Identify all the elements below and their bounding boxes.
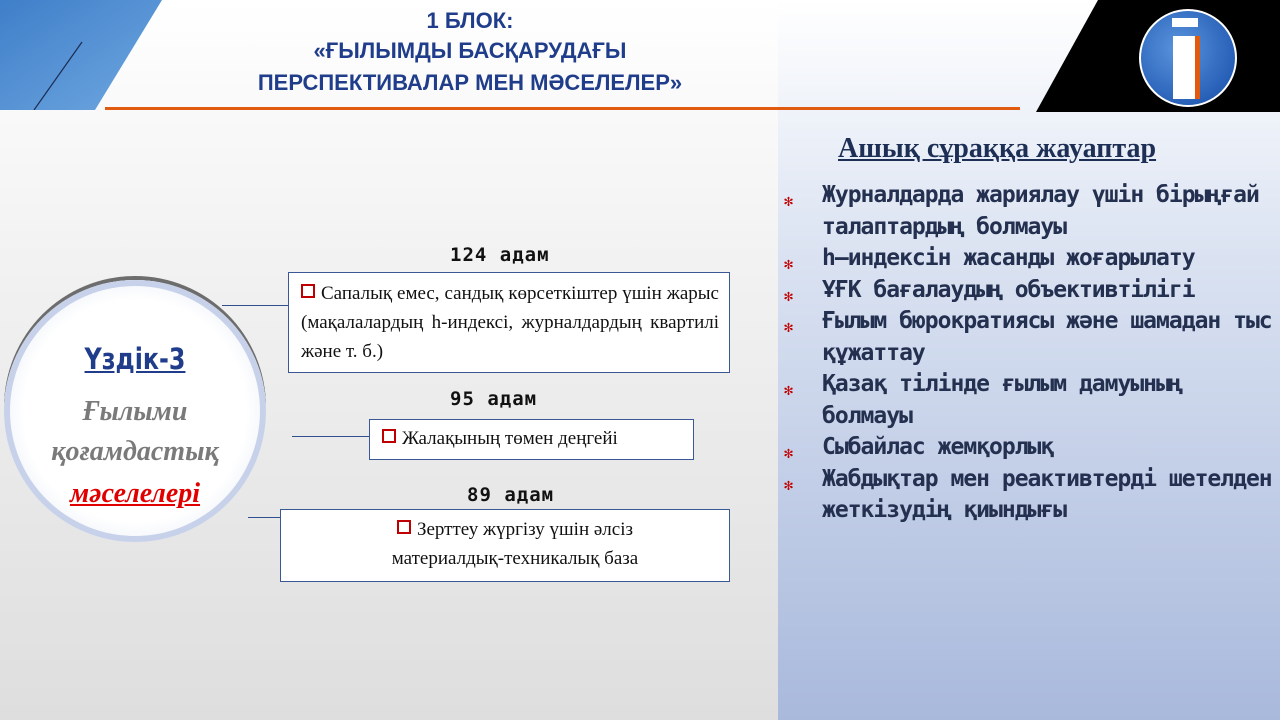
asterisk-icon: ✻ <box>784 255 793 273</box>
list-item: ✻ Ғылым бюрократиясы және шамадан тыс құжаттау <box>784 308 1272 366</box>
block-title: 1 БЛОК: <box>426 8 514 33</box>
list-item: ✻ Сыбайлас жемқорлық <box>782 432 1272 464</box>
asterisk-icon: ✻ <box>784 444 793 462</box>
answers-title: Ашық сұраққа жауаптар <box>838 133 1157 164</box>
logo-icon <box>1036 0 1280 112</box>
asterisk-icon: ✻ <box>784 381 793 399</box>
problem-count: 89 адам <box>467 484 555 506</box>
list-item: ✻ Журналдарда жариялау үшін бірыңғай талаптардың болмауы <box>784 182 1259 240</box>
list-item: ✻ h–индексін жасанды жоғарылату <box>782 243 1272 275</box>
asterisk-icon: ✻ <box>784 318 793 336</box>
circle-subtitle-line2: қоғамдастық <box>51 436 219 467</box>
connector-line <box>292 436 370 437</box>
checkbox-bullet-icon <box>397 520 411 534</box>
circle-subtitle-line1: Ғылыми <box>82 396 188 427</box>
asterisk-icon: ✻ <box>784 475 793 494</box>
asterisk-icon: ✻ <box>784 286 793 305</box>
answers-list <box>782 180 1272 527</box>
connector-line <box>222 305 288 306</box>
title-underline <box>105 107 1020 110</box>
problem-box <box>288 272 730 373</box>
problem-text: Сапалық емес, сандық көрсеткіштер үшін жарыс (мақалалардың h-индексі, журналдардың квартилі және т. б.) <box>301 283 719 362</box>
block-subtitle-line2: ПЕРСПЕКТИВАЛАР МЕН МӘСЕЛЕЛЕР» <box>257 70 683 95</box>
connector-line <box>248 517 280 518</box>
problem-box <box>280 509 730 582</box>
block-subtitle-line1: «ҒЫЛЫМДЫ БАСҚАРУДАҒЫ <box>313 38 627 63</box>
problem-box <box>369 419 694 460</box>
list-item: ✻ Жабдықтар мен реактивтерді шетелден жеткізудің қиындығы <box>784 465 1272 523</box>
circle-title: Үздік-3 <box>84 342 186 376</box>
problem-text: Жалақының төмен деңгейі <box>402 428 618 449</box>
problem-text: Зерттеу жүргізу үшін әлсіз материалдық-техникалық база <box>391 519 639 569</box>
list-item: ✻ ҰҒК бағалаудың объективтілігі <box>782 275 1272 307</box>
checkbox-bullet-icon <box>301 284 315 298</box>
list-item: ✻ Қазақ тілінде ғылым дамуының болмауы <box>784 371 1182 429</box>
problem-count: 124 адам <box>450 244 550 266</box>
corner-decoration <box>0 0 162 110</box>
problem-count: 95 адам <box>450 388 538 410</box>
asterisk-icon: ✻ <box>784 192 793 210</box>
checkbox-bullet-icon <box>382 429 396 443</box>
circle-subtitle-line3: мәселелері <box>69 478 201 509</box>
